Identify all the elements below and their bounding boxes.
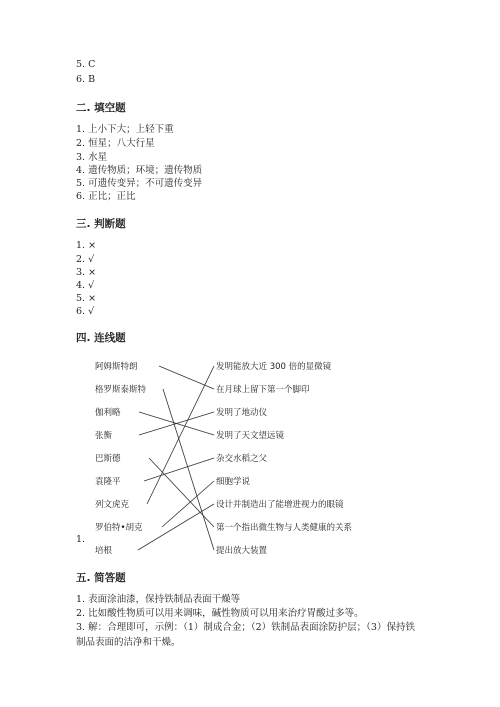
judge-item: 2. √ [76, 254, 95, 265]
judge-item: 5. × [76, 293, 97, 304]
person-label: 张衡 [95, 431, 113, 441]
achievement-label: 发明了地动仪 [216, 408, 268, 418]
fill-item: 4. 遗传物质；环境；遗传物质 [76, 165, 203, 176]
achievement-label: 杂交水稻之父 [216, 454, 268, 464]
matching-line [138, 504, 214, 550]
fill-item: 1. 上小下大；上轻下重 [76, 124, 174, 135]
achievement-label: 第一个指出微生物与人类健康的关系 [216, 523, 353, 533]
matching-line [163, 389, 214, 550]
section-title-match: 四. 连线题 [76, 332, 126, 344]
answer-5: 5. C [76, 59, 96, 70]
achievement-label: 设计并制造出了能增进视力的眼镜 [216, 500, 344, 510]
section-title-short: 五. 简答题 [76, 572, 126, 584]
achievement-label: 提出放大装置 [216, 546, 268, 556]
person-label: 列文虎克 [95, 500, 130, 510]
judge-item: 4. √ [76, 280, 95, 291]
matching-diagram [76, 352, 396, 562]
section-title-fill: 二. 填空题 [76, 102, 126, 114]
judge-item: 1. × [76, 240, 97, 251]
person-label: 格罗斯泰斯特 [95, 385, 147, 395]
person-label: 罗伯特•胡克 [95, 523, 143, 533]
achievement-label: 细胞学说 [216, 477, 251, 487]
achievement-label: 在月球上留下第一个脚印 [216, 385, 310, 395]
judge-item: 6. √ [76, 306, 95, 317]
person-label: 袁隆平 [95, 477, 121, 487]
short-answer-item: 3. 解：合理即可，示例：（1）制成合金；（2）铁制品表面涂防护层；（3）保持铁制品表面的洁净和干燥。 [76, 622, 415, 648]
matching-line [159, 366, 214, 389]
answer-6: 6. B [76, 74, 96, 85]
achievement-label: 发明能放大近 300 倍的显微镜 [216, 362, 332, 372]
judge-item: 3. × [76, 267, 97, 278]
person-label: 巴斯德 [95, 454, 121, 464]
short-answer-item: 1. 表面涂油漆，保持铁制品表面干燥等 [76, 594, 241, 605]
person-label: 培根 [95, 546, 113, 556]
achievement-label: 发明了天文望远镜 [216, 431, 285, 441]
matching-line [147, 366, 214, 504]
fill-item: 5. 可遗传变异；不可遗传变异 [76, 178, 203, 189]
section-title-judge: 三. 判断题 [76, 218, 126, 230]
fill-item: 2. 恒星；八大行星 [76, 138, 155, 149]
person-label: 伽利略 [95, 408, 121, 418]
matching-line [144, 458, 214, 481]
fill-item: 6. 正比；正比 [76, 191, 136, 202]
short-answer-item: 2. 比如酸性物质可以用来调味，碱性物质可以用来治疗胃酸过多等。 [76, 608, 364, 619]
match-item-number: 1. [76, 534, 86, 545]
person-label: 阿姆斯特朗 [95, 362, 138, 372]
fill-item: 3. 水星 [76, 152, 108, 163]
